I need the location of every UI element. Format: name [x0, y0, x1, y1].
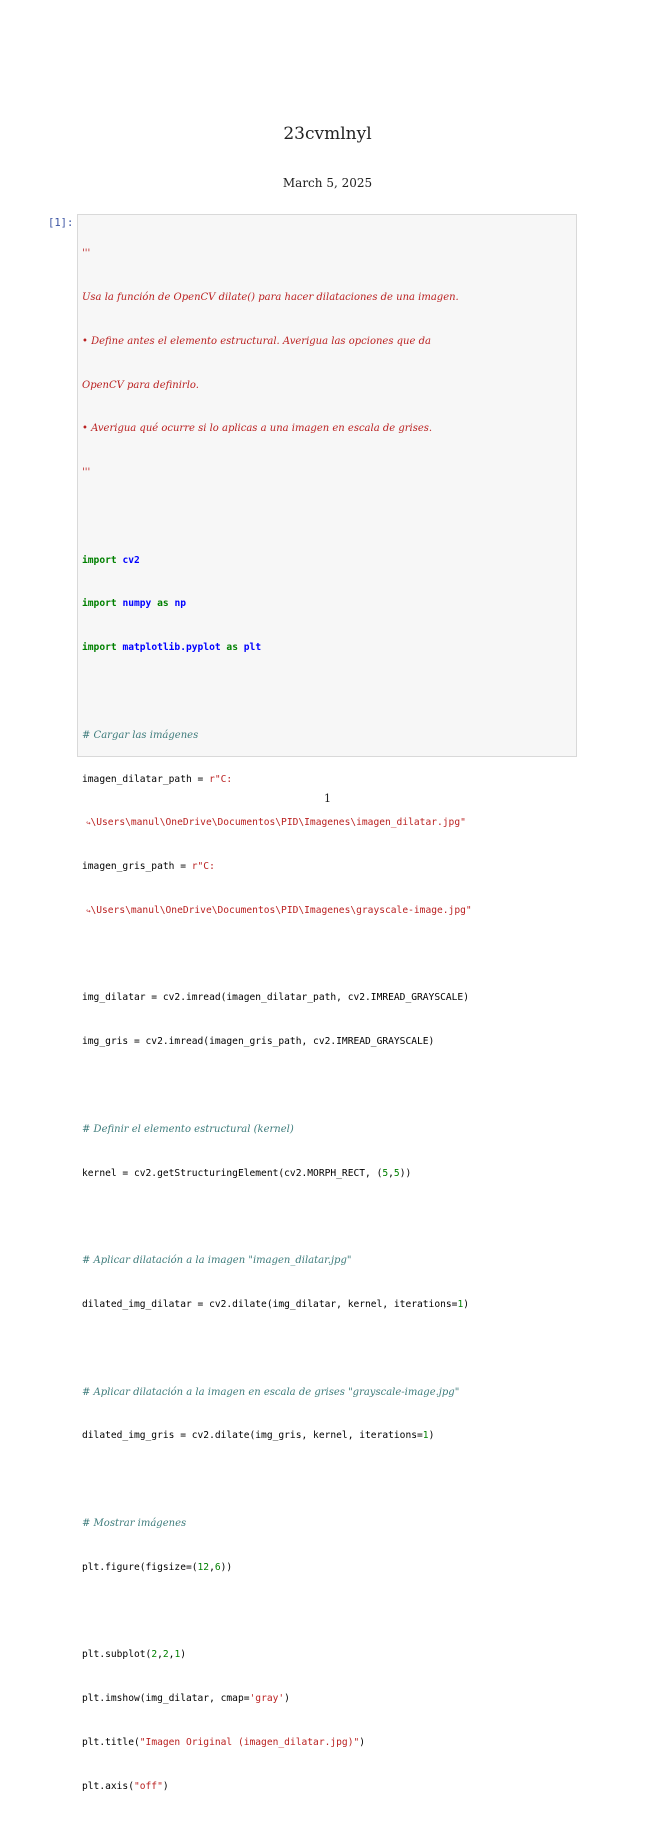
- code-line: [82, 1648, 472, 1663]
- module-name: cv2: [122, 554, 140, 566]
- code-text: ,: [168, 1649, 175, 1661]
- code-line: [82, 641, 472, 656]
- string-literal: \Users\manul\OneDrive\Documentos\PID\Imagenes\imagen_dilatar.jpg": [90, 817, 466, 829]
- code-line: [82, 860, 472, 875]
- keyword: import: [82, 642, 117, 654]
- blank-line: [82, 1342, 472, 1357]
- code-text: ,: [157, 1649, 163, 1661]
- code-text: )): [220, 1561, 233, 1573]
- code-text: plt.subplot(: [82, 1649, 152, 1661]
- number-literal: 1: [174, 1649, 181, 1661]
- blank-line: [82, 948, 472, 963]
- module-alias: np: [174, 598, 187, 610]
- code-line: [82, 1780, 472, 1795]
- docstring-line: ''': [82, 467, 91, 479]
- string-literal: r"C:: [209, 773, 233, 785]
- code-text: plt.figure(figsize=(: [82, 1561, 198, 1573]
- module-alias: plt: [243, 642, 262, 654]
- blank-line: [82, 1210, 472, 1225]
- line-wrap-icon: ↪: [82, 906, 91, 915]
- number-literal: 5: [393, 1167, 400, 1179]
- page-number: 1: [324, 792, 331, 805]
- docstring-line: Usa la función de OpenCV dilate() para hacer dilataciones de una imagen.: [82, 291, 459, 303]
- docstring-line: • Define antes el elemento estructural. Averigua las opciones que da: [82, 335, 431, 347]
- code-text: plt.title(: [82, 1736, 140, 1748]
- comment-line: # Mostrar imágenes: [82, 1517, 187, 1529]
- document-date: March 5, 2025: [282, 176, 373, 190]
- keyword: import: [82, 554, 117, 566]
- comment-line: # Cargar las imágenes: [82, 729, 199, 741]
- code-line: [82, 1429, 472, 1444]
- code-text: ): [463, 1298, 469, 1310]
- code-text: ): [359, 1736, 366, 1748]
- number-literal: 2: [162, 1649, 169, 1661]
- code-text: ): [284, 1692, 290, 1704]
- comment-line: # Aplicar dilatación a la imagen en escala de grises "grayscale-image.jpg": [82, 1386, 460, 1398]
- code-text: dilated_img_dilatar = cv2.dilate(img_dilatar, kernel, iterations=: [82, 1298, 458, 1310]
- string-literal: "off": [133, 1780, 163, 1792]
- code-line: [82, 1692, 472, 1707]
- code-text: ): [162, 1780, 169, 1792]
- keyword: import: [82, 598, 117, 610]
- code-line: [82, 816, 472, 831]
- code-line: [82, 1561, 472, 1576]
- keyword: as: [157, 598, 169, 610]
- code-text: )): [399, 1167, 412, 1179]
- document-title: 23cvmlnyl: [283, 124, 372, 144]
- code-line: [82, 904, 472, 919]
- number-literal: 1: [457, 1298, 464, 1310]
- docstring-line: ''': [82, 248, 91, 260]
- number-literal: 12: [197, 1561, 210, 1573]
- code-text: ): [180, 1649, 186, 1661]
- module-name: matplotlib.pyplot: [122, 642, 221, 654]
- blank-line: [82, 685, 472, 700]
- code-line: [82, 1298, 472, 1313]
- code-text: imagen_dilatar_path =: [82, 773, 210, 785]
- docstring-line: • Averigua qué ocurre si lo aplicas a una imagen en escala de grises.: [82, 423, 433, 435]
- string-literal: \Users\manul\OneDrive\Documentos\PID\Imagenes\grayscale-image.jpg": [90, 904, 472, 916]
- module-name: numpy: [122, 598, 152, 610]
- cell-prompt: [1]:: [48, 217, 74, 229]
- code-text: dilated_img_gris = cv2.dilate(img_gris, kernel, iterations=: [82, 1430, 423, 1442]
- code-text: imagen_gris_path =: [82, 861, 192, 873]
- code-text: ,: [209, 1561, 215, 1573]
- code-line: [82, 1736, 472, 1751]
- blank-line: [82, 1473, 472, 1488]
- code-text: kernel = cv2.getStructuringElement(cv2.MORPH_RECT, (: [82, 1167, 383, 1179]
- blank-line: [82, 1604, 472, 1619]
- line-wrap-icon: ↪: [82, 819, 91, 828]
- blank-line: [82, 510, 472, 525]
- code-line: [82, 1167, 472, 1182]
- code-line: [82, 554, 472, 569]
- code-line: img_dilatar = cv2.imread(imagen_dilatar_path, cv2.IMREAD_GRAYSCALE): [82, 992, 469, 1004]
- code-block: [82, 218, 472, 1823]
- number-literal: 5: [382, 1167, 389, 1179]
- code-text: plt.imshow(img_dilatar, cmap=: [82, 1692, 250, 1704]
- number-literal: 6: [214, 1561, 221, 1573]
- number-literal: 1: [422, 1430, 429, 1442]
- comment-line: # Aplicar dilatación a la imagen "imagen_dilatar.jpg": [82, 1255, 352, 1267]
- code-line: [82, 773, 472, 788]
- code-text: ): [428, 1430, 435, 1442]
- code-line: [82, 597, 472, 612]
- code-cell[interactable]: [77, 214, 577, 1792]
- blank-line: [82, 1079, 472, 1094]
- code-line: img_gris = cv2.imread(imagen_gris_path, cv2.IMREAD_GRAYSCALE): [82, 1036, 435, 1048]
- docstring-line: OpenCV para definirlo.: [82, 379, 199, 391]
- code-text: ,: [388, 1167, 394, 1179]
- keyword: as: [226, 642, 238, 654]
- string-literal: "Imagen Original (imagen_dilatar.jpg)": [139, 1736, 360, 1748]
- string-literal: 'gray': [249, 1692, 285, 1704]
- code-text: plt.axis(: [82, 1780, 134, 1792]
- number-literal: 2: [151, 1649, 158, 1661]
- comment-line: # Definir el elemento estructural (kernel): [82, 1123, 294, 1135]
- string-literal: r"C:: [191, 861, 215, 873]
